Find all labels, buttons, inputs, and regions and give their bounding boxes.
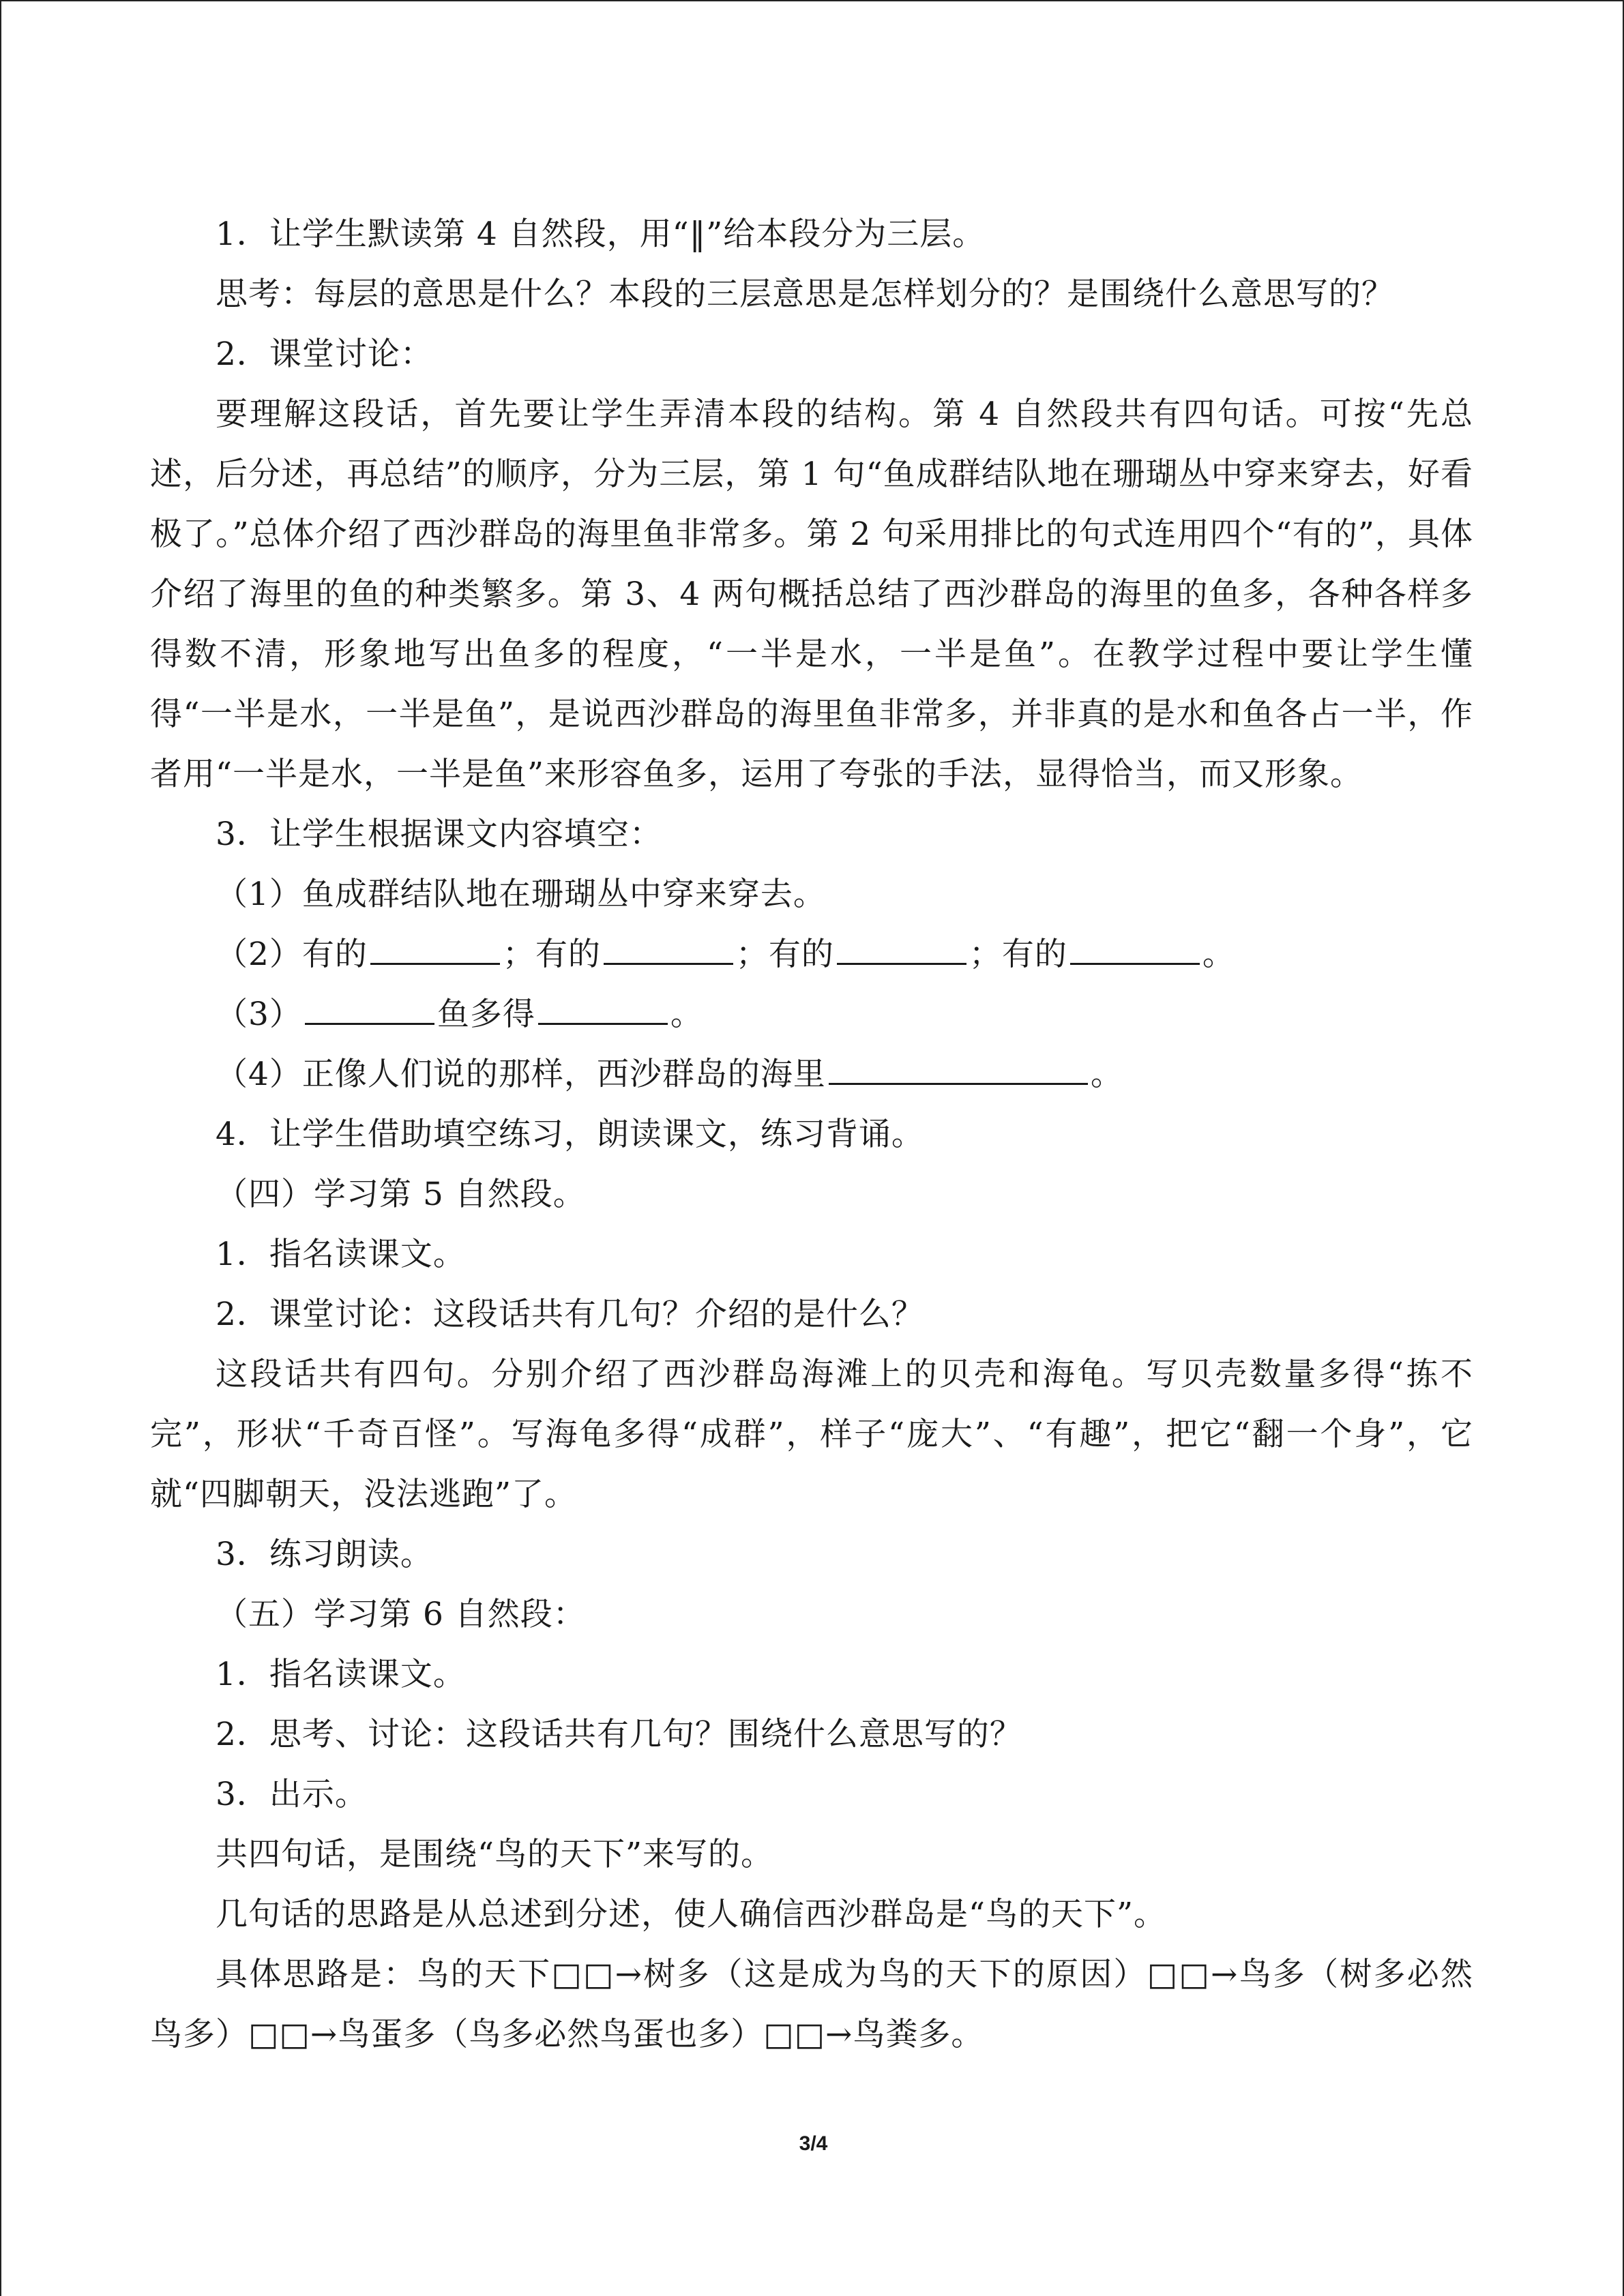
paragraph: 要理解这段话，首先要让学生弄清本段的结构。第 4 自然段共有四句话。可按“先总述，后分述，再总结”的顺序，分为三层，第 1 句“鱼成群结队地在珊瑚丛中穿来穿去，好看极了。”总体介绍了西沙群岛的海里鱼非常多。第 2 句采用排比的句式连用四个“有的”，具体介绍了海里的鱼的种类繁多。第 3、4 两句概括总结了西沙群岛的海里的鱼多，各种各样多得数不清，形象地写出鱼多的程度，“一半是水，一半是鱼”。在教学过程中要让学生懂得“一半是水，一半是鱼”，是说西沙群岛的海里鱼非常多，并非真的是水和鱼各占一半，作者用“一半是水，一半是鱼”来形容鱼多，运用了夸张的手法，显得恰当，而又形象。 <box>150 396 1473 793</box>
paragraph: 共四句话，是围绕“鸟的天下”来写的。 <box>216 1836 774 1873</box>
answer-blank <box>370 929 500 965</box>
paragraph: 具体思路是：鸟的天下□□→树多（这是成为鸟的天下的原因）□□→鸟多（树多必然鸟多）□□→鸟蛋多（鸟多必然鸟蛋也多）□□→鸟粪多。 <box>150 1956 1473 2053</box>
document-body <box>150 205 1473 2065</box>
answer-blank <box>538 989 668 1025</box>
question-text: ；有的 <box>969 936 1067 973</box>
question-text: （2）有的 <box>216 936 368 973</box>
question-text: 。 <box>1090 1056 1123 1093</box>
paragraph: 3．让学生根据课文内容填空： <box>216 816 662 853</box>
fill-in-question-2 <box>150 925 1473 985</box>
paragraph: 4．让学生借助填空练习，朗读课文，练习背诵。 <box>216 1116 924 1153</box>
answer-blank <box>604 929 733 965</box>
paragraph: 几句话的思路是从总述到分述，使人确信西沙群岛是“鸟的天下”。 <box>216 1896 1167 1933</box>
paragraph: 1．让学生默读第 4 自然段，用“‖”给本段分为三层。 <box>216 215 986 253</box>
fill-in-question-4 <box>150 1045 1473 1105</box>
answer-blank <box>305 989 434 1025</box>
question-text: ；有的 <box>735 936 834 973</box>
paragraph: 3．练习朗读。 <box>216 1536 433 1573</box>
answer-blank <box>1070 929 1200 965</box>
paragraph: 3．出示。 <box>216 1776 368 1813</box>
paragraph: （1）鱼成群结队地在珊瑚丛中穿来穿去。 <box>216 876 826 913</box>
paragraph: 2．课堂讨论： <box>216 336 433 373</box>
question-text: （4）正像人们说的那样，西沙群岛的海里 <box>216 1056 826 1093</box>
fill-in-question-3 <box>150 985 1473 1045</box>
section-heading: （五）学习第 6 自然段： <box>216 1596 586 1633</box>
paragraph: 这段话共有四句。分别介绍了西沙群岛海滩上的贝壳和海龟。写贝壳数量多得“拣不完”，形状“千奇百怪”。写海龟多得“成群”，样子“庞大”、“有趣”，把它“翻一个身”，它就“四脚朝天，没法逃跑”了。 <box>150 1356 1473 1513</box>
paragraph: 2．思考、讨论：这段话共有几句？围绕什么意思写的？ <box>216 1716 1022 1753</box>
paragraph: 1．指名读课文。 <box>216 1236 466 1273</box>
question-text: ；有的 <box>502 936 601 973</box>
question-text: 鱼多得 <box>437 996 535 1033</box>
question-text: 。 <box>1202 936 1235 973</box>
answer-blank <box>837 929 966 965</box>
paragraph: 2．课堂讨论：这段话共有几句？介绍的是什么？ <box>216 1296 924 1333</box>
question-text: 。 <box>670 996 703 1033</box>
question-text: （3） <box>216 996 302 1033</box>
paragraph: 1．指名读课文。 <box>216 1656 466 1693</box>
page-number: 3/4 <box>799 2132 828 2155</box>
paragraph: 思考：每层的意思是什么？本段的三层意思是怎样划分的？是围绕什么意思写的？ <box>216 275 1394 313</box>
section-heading: （四）学习第 5 自然段。 <box>216 1176 586 1213</box>
answer-blank <box>829 1049 1088 1085</box>
